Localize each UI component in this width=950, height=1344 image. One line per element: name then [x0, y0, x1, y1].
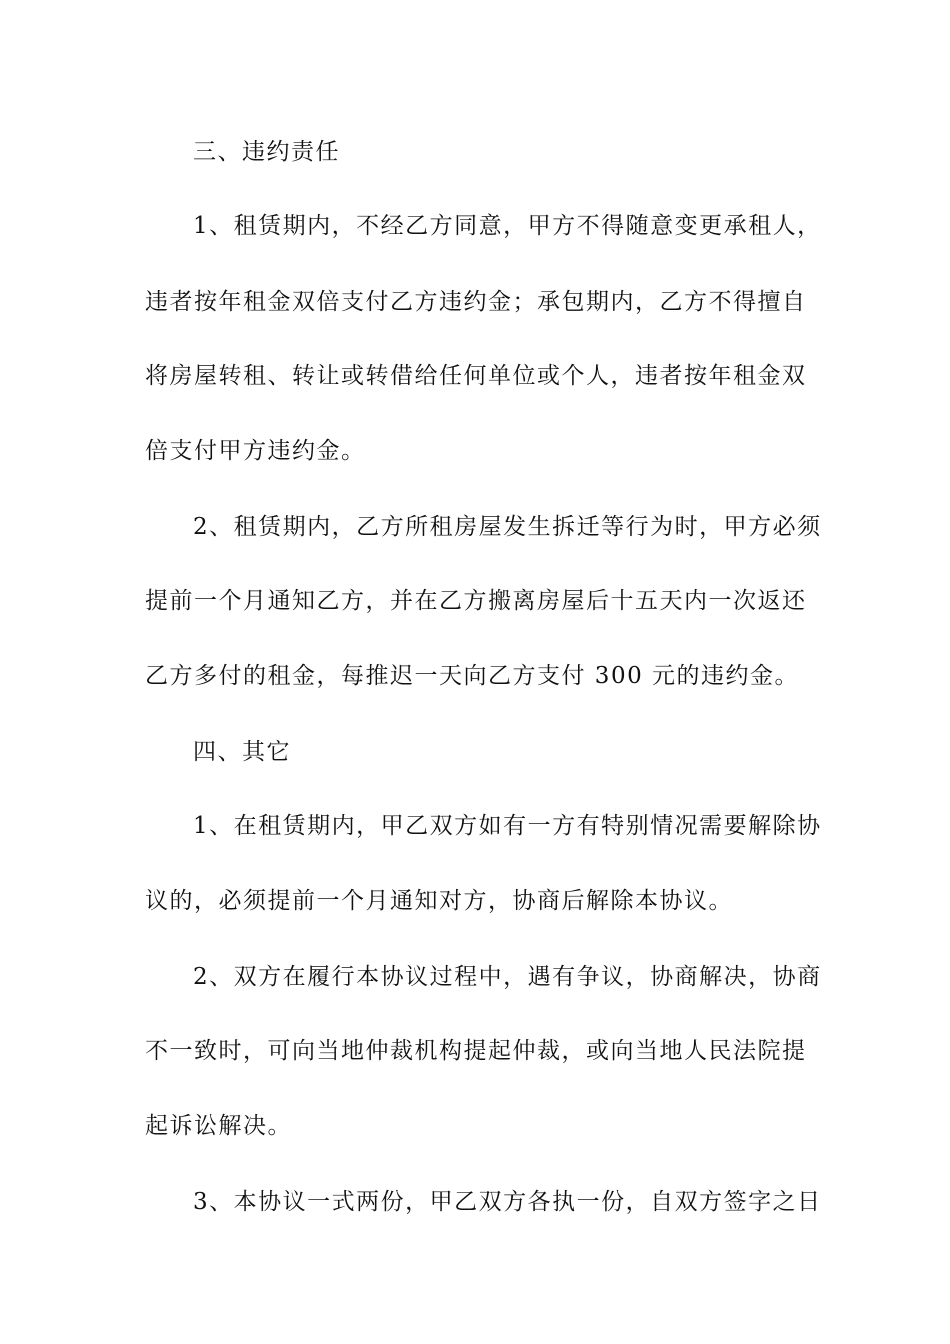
- paragraph-line: 3、本协议一式两份，甲乙双方各执一份，自双方签字之日: [193, 1189, 822, 1215]
- section-heading-breach-liability: 三、违约责任: [193, 139, 340, 165]
- paragraph-line: 将房屋转租、转让或转借给任何单位或个人，违者按年租金双: [145, 363, 807, 389]
- paragraph-line: 乙方多付的租金，每推迟一天向乙方支付 300 元的违约金。: [145, 663, 800, 689]
- paragraph-line: 倍支付甲方违约金。: [145, 438, 366, 464]
- paragraph-line: 1、租赁期内，不经乙方同意，甲方不得随意变更承租人，: [193, 213, 822, 239]
- paragraph-line: 提前一个月通知乙方，并在乙方搬离房屋后十五天内一次返还: [145, 588, 807, 614]
- paragraph-line: 2、双方在履行本协议过程中，遇有争议，协商解决，协商: [193, 964, 822, 990]
- paragraph-line: 2、租赁期内，乙方所租房屋发生拆迁等行为时，甲方必须: [193, 514, 822, 540]
- paragraph-line: 不一致时，可向当地仲裁机构提起仲裁，或向当地人民法院提: [145, 1038, 807, 1064]
- paragraph-line: 1、在租赁期内，甲乙双方如有一方有特别情况需要解除协: [193, 813, 822, 839]
- section-heading-other: 四、其它: [193, 739, 291, 765]
- paragraph-line: 违者按年租金双倍支付乙方违约金；承包期内，乙方不得擅自: [145, 289, 807, 315]
- paragraph-line: 起诉讼解决。: [145, 1113, 292, 1139]
- paragraph-line: 议的，必须提前一个月通知对方，协商后解除本协议。: [145, 888, 733, 914]
